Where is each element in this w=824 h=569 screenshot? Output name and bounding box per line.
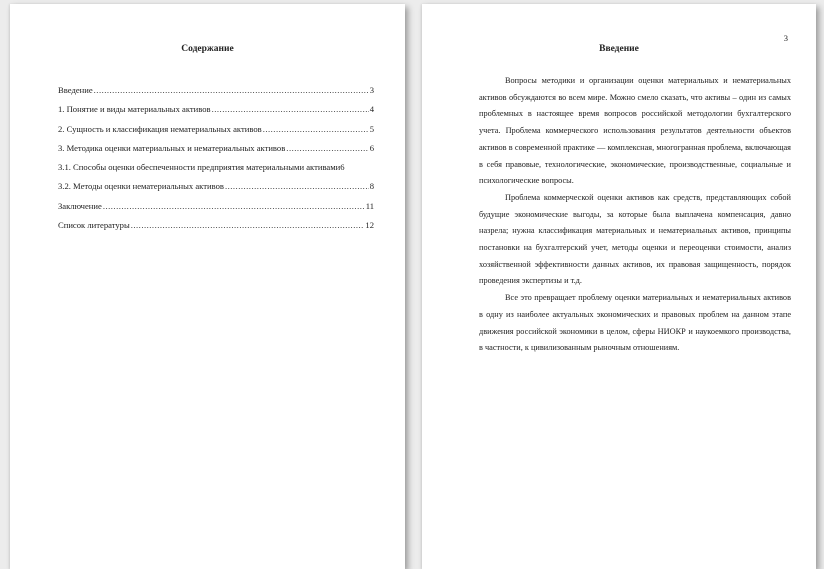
intro-paragraph: Вопросы методики и организации оценки материальных и нематериальных активов обсуждаются во всем мире. Можно смело сказать, что активы – один из самых проблемных в настоящее время вопросов российской методологии бухгалтерского учета. Проблема коммерческого использования результатов деятельности объектов активов в современной практике — комплексная, многогранная проблема, включающая в себя правовые, технологические, экономические, производственные, социальные и психологические вопросы. bbox=[479, 76, 791, 186]
toc-entry-text: 3. Методика оценки материальных и нематериальных активов bbox=[58, 142, 286, 153]
toc-leader-dots bbox=[131, 216, 365, 235]
page-number: 3 bbox=[783, 33, 788, 43]
toc-page bbox=[10, 4, 405, 569]
toc-leader-dots bbox=[94, 81, 369, 100]
toc-entry bbox=[58, 81, 374, 100]
toc-entry-page: 6 bbox=[340, 162, 345, 173]
toc-entry-text: Список литературы bbox=[58, 220, 130, 231]
toc-entry-text: Заключение bbox=[58, 200, 102, 211]
toc-entry-page: 6 bbox=[369, 142, 374, 153]
toc-title: Содержание bbox=[181, 44, 234, 54]
intro-paragraph: Проблема коммерческой оценки активов как средств, представляющих собой будущие экономические выгоды, за которые была выплачена компенсация, давно назрела; нужна классификация материальных и нематериальных активов, принципы постановки на бухгалтерский учет, методы оценки и переоценки стоимости, анализ хозяйственной эффективности данных активов, их правовая защищенность, порядок проведения экспертизы и т.д. bbox=[479, 192, 791, 286]
toc-entry-text: 2. Сущность и классификация нематериальных активов bbox=[58, 123, 262, 134]
intro-paragraph: Все это превращает проблему оценки материальных и нематериальных активов в одну из наиболее актуальных экономических и правовых проблем на данном этапе движения российской экономики в целом, сферы НИОКР и наукоемкого производства, в частности, к цивилизованным рыночным отношениям. bbox=[479, 293, 791, 353]
toc-entry-text: Введение bbox=[58, 85, 93, 95]
toc-list bbox=[58, 81, 374, 235]
toc-entry-page: 11 bbox=[365, 200, 374, 211]
toc-leader-dots bbox=[263, 120, 369, 139]
toc-entry-text: 3.2. Методы оценки нематериальных активов bbox=[58, 181, 224, 192]
intro-title: Введение bbox=[599, 44, 639, 54]
intro-body bbox=[479, 73, 791, 357]
toc-entry bbox=[58, 197, 374, 216]
toc-entry bbox=[58, 139, 374, 158]
toc-entry-page: 3 bbox=[369, 85, 374, 95]
toc-entry bbox=[58, 216, 374, 235]
toc-entry bbox=[58, 177, 374, 196]
toc-entry-page: 5 bbox=[369, 123, 374, 134]
toc-entry-page: 4 bbox=[369, 104, 374, 115]
toc-entry bbox=[58, 100, 374, 119]
toc-entry-page: 8 bbox=[369, 181, 374, 192]
toc-leader-dots bbox=[103, 197, 365, 216]
toc-entry bbox=[58, 158, 374, 177]
toc-entry bbox=[58, 120, 374, 139]
toc-entry-page: 12 bbox=[365, 220, 374, 231]
toc-leader-dots bbox=[286, 139, 368, 158]
toc-entry-text: 1. Понятие и виды материальных активов bbox=[58, 104, 211, 115]
intro-page bbox=[422, 4, 816, 569]
toc-entry-text: 3.1. Способы оценки обеспеченности предприятия материальными активами bbox=[58, 162, 341, 173]
toc-leader-dots bbox=[225, 177, 369, 196]
toc-leader-dots bbox=[212, 100, 369, 119]
